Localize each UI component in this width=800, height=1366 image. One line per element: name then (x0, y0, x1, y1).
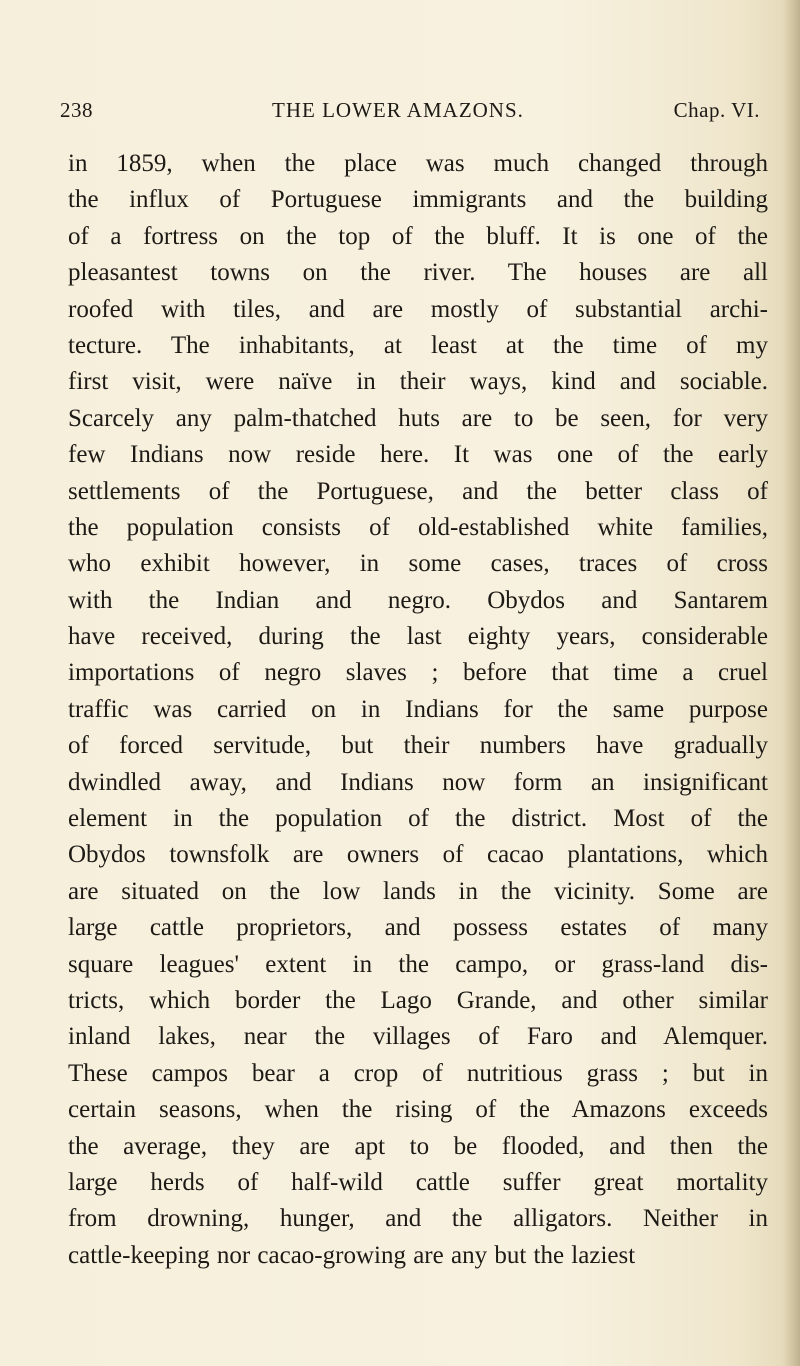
text-line: from drowning, hunger, and the alligators. Neither in (68, 1205, 768, 1233)
text-line: settlements of the Portuguese, and the better class of (68, 477, 768, 505)
text-line: element in the population of the district. Most of the (68, 805, 768, 833)
text-line: large cattle proprietors, and possess estates of many (68, 914, 768, 942)
text-line: of a fortress on the top of the bluff. It is one of the (68, 222, 768, 250)
text-line: in 1859, when the place was much changed through (68, 150, 768, 177)
page-edge-shadow (782, 0, 800, 1366)
text-line: few Indians now reside here. It was one of the early (68, 441, 768, 469)
text-line: traffic was carried on in Indians for the same purpose (68, 695, 768, 723)
text-line: cattle-keeping nor cacao-growing are any but the laziest (68, 1241, 636, 1269)
page-number: 238 (60, 98, 93, 122)
text-line: with the Indian and negro. Obydos and Santarem (68, 586, 768, 614)
text-line: pleasantest towns on the river. The houses are all (68, 259, 768, 287)
text-line: Scarcely any palm-thatched huts are to be seen, for very (68, 404, 768, 432)
text-line: who exhibit however, in some cases, traces of cross (68, 550, 768, 578)
page-header (60, 98, 760, 134)
chapter-label: Chap. VI. (673, 98, 760, 122)
text-line: the average, they are apt to be flooded, and then the (68, 1132, 768, 1160)
text-line: Obydos townsfolk are owners of cacao plantations, which (68, 841, 768, 869)
text-line: tricts, which border the Lago Grande, and other similar (68, 986, 768, 1014)
text-line: certain seasons, when the rising of the Amazons exceeds (68, 1096, 768, 1124)
text-line: have received, during the last eighty years, considerable (68, 623, 768, 651)
text-line: are situated on the low lands in the vicinity. Some are (68, 877, 768, 905)
text-line: first visit, were naïve in their ways, kind and sociable. (68, 368, 768, 396)
text-line: of forced servitude, but their numbers have gradually (68, 732, 768, 760)
text-line: importations of negro slaves ; before that time a cruel (68, 659, 768, 687)
text-line: roofed with tiles, and are mostly of substantial archi- (68, 295, 768, 323)
running-title: THE LOWER AMAZONS. (272, 98, 524, 122)
text-line: inland lakes, near the villages of Faro and Alemquer. (68, 1023, 768, 1051)
text-line: the influx of Portuguese immigrants and the building (68, 186, 768, 214)
text-line: dwindled away, and Indians now form an insignificant (68, 768, 768, 796)
text-line: These campos bear a crop of nutritious grass ; but in (68, 1059, 768, 1087)
text-line: large herds of half-wild cattle suffer great mortality (68, 1168, 768, 1196)
text-line: square leagues' extent in the campo, or grass-land dis- (68, 950, 768, 978)
text-line: tecture. The inhabitants, at least at the time of my (68, 331, 768, 359)
body-text (68, 146, 768, 1274)
text-line: the population consists of old-established white families, (68, 513, 768, 541)
